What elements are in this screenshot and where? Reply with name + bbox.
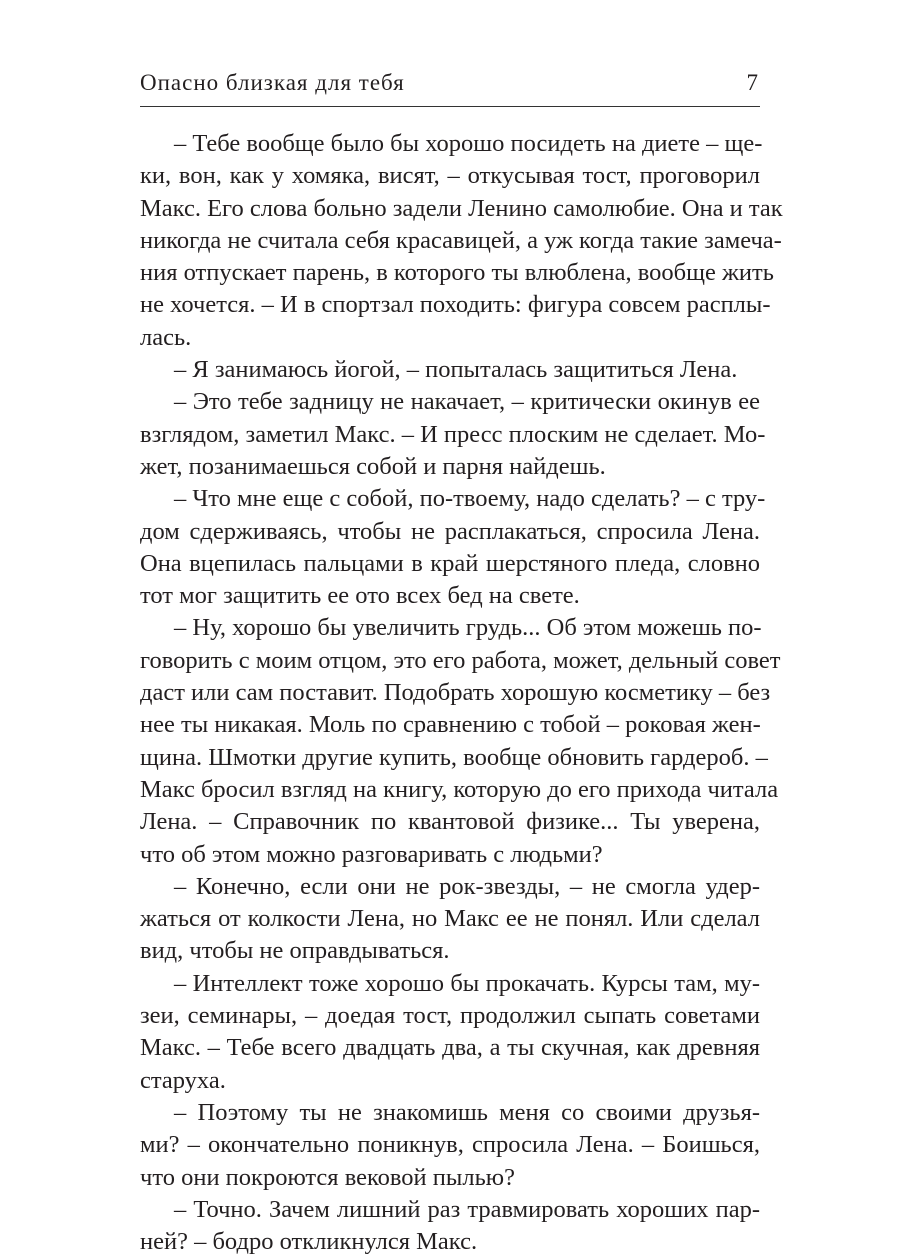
text-line: – Точно. Зачем лишний раз травмировать хороших пар- [174, 1195, 760, 1223]
text-line: дом сдерживаясь, чтобы не расплакаться, спросила Лена. [140, 517, 760, 545]
text-line: вид, чтобы не оправдываться. [140, 937, 450, 965]
text-line: Макс. Его слова больно задели Ленино самолюбие. Она и так [140, 194, 783, 222]
paragraph [140, 968, 760, 1097]
text-line: Она вцепилась пальцами в край шерстяного пледа, словно [140, 549, 760, 577]
text-line: ния отпускает парень, в которого ты влюблена, вообще жить [140, 259, 774, 287]
text-line: – Тебе вообще было бы хорошо посидеть на диете – ще- [174, 130, 763, 157]
paragraph [140, 871, 760, 968]
text-line: Макс бросил взгляд на книгу, которую до его прихода читала [140, 775, 779, 803]
text-line: лась. [140, 323, 192, 351]
paragraph [140, 483, 766, 612]
text-line: что они покроются вековой пылью? [140, 1163, 515, 1191]
text-line: – Интеллект тоже хорошо бы прокачать. Курсы там, му- [174, 969, 760, 997]
text-line: щина. Шмотки другие купить, вообще обновить гардероб. – [140, 743, 768, 771]
text-line: нее ты никакая. Моль по сравнению с тобой – роковая жен- [140, 711, 761, 739]
text-line: зеи, семинары, – доедая тост, продолжил сыпать советами [140, 1002, 760, 1030]
paragraph [140, 386, 766, 483]
page-body-text [140, 128, 783, 1258]
text-line: взглядом, заметил Макс. – И пресс плоским не сделает. Мо- [140, 420, 766, 448]
paragraph [140, 612, 781, 870]
page-number: 7 [746, 70, 758, 95]
paragraph [140, 354, 760, 386]
text-line: ней? – бодро откликнулся Макс. [140, 1228, 478, 1256]
text-line: – Конечно, если они не рок-звезды, – не смогла удер- [174, 872, 760, 900]
text-line: не хочется. – И в спортзал походить: фигура совсем расплы- [140, 291, 771, 319]
text-line: даст или сам поставит. Подобрать хорошую косметику – без [140, 679, 771, 707]
text-line: говорить с моим отцом, это его работа, может, дельный совет [140, 646, 781, 674]
running-title: Опасно близкая для тебя [140, 70, 405, 95]
text-line: – Я занимаюсь йогой, – попыталась защититься Лена. [174, 356, 738, 384]
text-line: тот мог защитить ее ото всех бед на свете. [140, 582, 580, 610]
text-line: ми? – окончательно поникнув, спросила Лена. – Боишься, [140, 1131, 760, 1159]
text-line: – Ну, хорошо бы увеличить грудь... Об этом можешь по- [174, 614, 762, 642]
text-line: ки, вон, как у хомяка, висят, – откусывая тост, проговорил [140, 162, 760, 190]
page-header [140, 64, 760, 107]
text-line: – Это тебе задницу не накачает, – критически окинув ее [174, 388, 760, 416]
paragraph [140, 1194, 760, 1258]
text-line: что об этом можно разговаривать с людьми? [140, 840, 603, 868]
text-line: – Поэтому ты не знакомишь меня со своими друзья- [174, 1098, 760, 1126]
text-line: – Что мне еще с собой, по-твоему, надо сделать? – с тру- [174, 485, 766, 513]
text-line: жет, позанимаешься собой и парня найдешь. [140, 452, 606, 480]
text-line: Макс. – Тебе всего двадцать два, а ты скучная, как древняя [140, 1034, 760, 1062]
paragraph [140, 1097, 760, 1194]
paragraph [140, 128, 783, 354]
text-line: жаться от колкости Лена, но Макс ее не понял. Или сделал [140, 905, 760, 933]
text-line: Лена. – Справочник по квантовой физике... Ты уверена, [140, 808, 760, 836]
text-line: старуха. [140, 1066, 226, 1094]
text-line: никогда не считала себя красавицей, а уж когда такие замеча- [140, 226, 782, 254]
